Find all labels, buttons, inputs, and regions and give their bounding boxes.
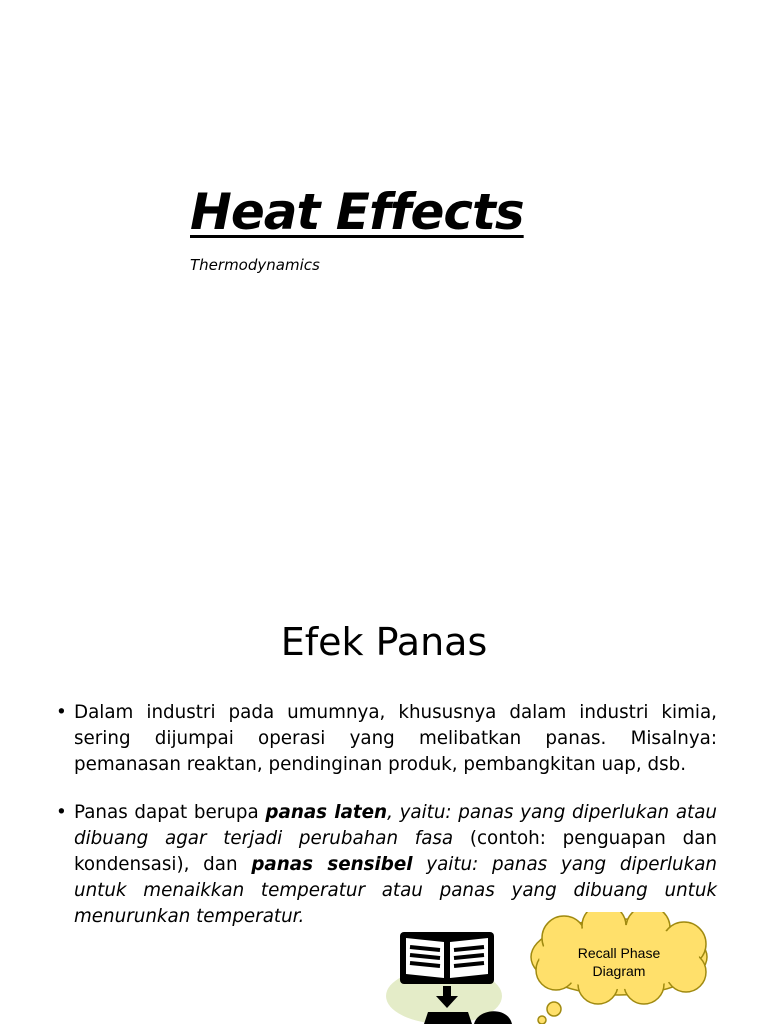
bullet-text: Dalam industri pada umumnya, khususnya dalam industri kimia, sering dijumpai operasi yang melibatkan panas. Misalnya: pemanasan reaktan, pendinginan produk, pembangkitan uap, dsb.: [74, 702, 717, 775]
recall-phase-diagram-label: Recall Phase Diagram: [577, 945, 661, 979]
bullet-item: [56, 700, 717, 778]
term-latent-heat: panas laten: [265, 802, 388, 823]
bullet-marker: •: [56, 702, 67, 723]
bullet-text-part: Panas dapat berupa: [74, 802, 266, 823]
bullet-text-part: , yaitu: panas yang diperlukan atau dibuang agar terjadi perubahan fasa: [74, 802, 717, 849]
content-slide: [0, 576, 768, 1024]
slide-title: Efek Panas: [280, 620, 488, 664]
bullet-text-part: (contoh: penguapan dan kondensasi), dan: [74, 828, 717, 875]
bullet-item: [56, 800, 717, 930]
book-icon: [386, 930, 512, 1024]
term-sensible-heat: panas sensibel: [251, 854, 413, 875]
bullet-marker: •: [56, 802, 67, 823]
slide-main-title: Heat Effects: [190, 183, 524, 241]
slide-subtitle: Thermodynamics: [190, 256, 320, 274]
bullet-text-part: yaitu: panas yang diperlukan untuk menaikkan temperatur atau panas yang dibuang untuk menurunkan temperatur.: [74, 854, 718, 927]
